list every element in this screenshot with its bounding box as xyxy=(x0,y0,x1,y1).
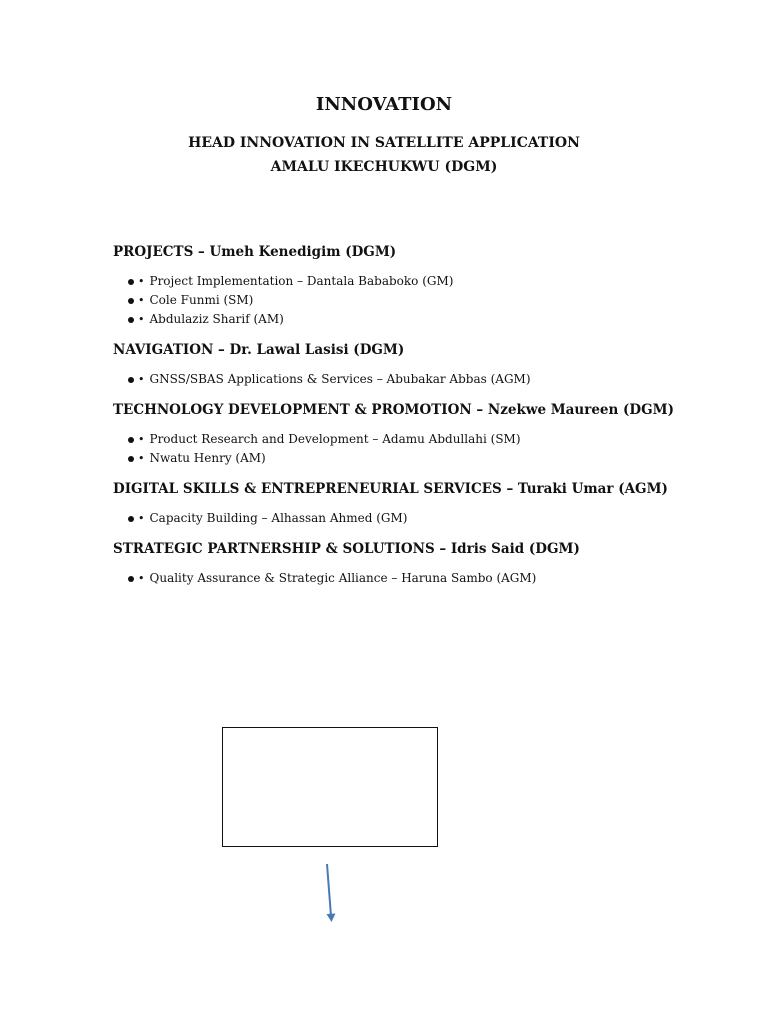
list-item xyxy=(128,291,733,310)
list-item-text: GNSS/SBAS Applications & Services – Abubakar Abbas (AGM) xyxy=(149,372,531,386)
bullet-dot-icon xyxy=(128,317,134,323)
item-list xyxy=(113,272,733,329)
subtitle-head-name: AMALU IKECHUKWU (DGM) xyxy=(270,159,498,175)
bullet-dot-icon xyxy=(128,516,134,522)
section-heading: STRATEGIC PARTNERSHIP & SOLUTIONS – Idris Said (DGM) xyxy=(113,541,580,557)
sub-bullet-icon: • xyxy=(138,512,145,525)
bullet-dot-icon xyxy=(128,576,134,582)
down-arrow-icon xyxy=(318,862,342,926)
section-digital-skills xyxy=(113,480,733,528)
section-technology-development xyxy=(113,401,733,468)
bullet-dot-icon xyxy=(128,456,134,462)
sub-bullet-icon: • xyxy=(138,313,145,326)
section-heading: TECHNOLOGY DEVELOPMENT & PROMOTION – Nzekwe Maureen (DGM) xyxy=(113,402,674,418)
section-strategic-partnership xyxy=(113,540,733,588)
section-heading: DIGITAL SKILLS & ENTREPRENEURIAL SERVICES – Turaki Umar (AGM) xyxy=(113,481,668,497)
section-projects xyxy=(113,243,733,329)
sub-bullet-icon: • xyxy=(138,572,145,585)
list-item xyxy=(128,569,733,588)
page-title: INNOVATION xyxy=(315,94,453,115)
subtitle-head-innovation: HEAD INNOVATION IN SATELLITE APPLICATION xyxy=(188,135,580,151)
item-list xyxy=(113,509,733,528)
list-item-text: Quality Assurance & Strategic Alliance – Haruna Sambo (AGM) xyxy=(149,571,537,585)
empty-org-box xyxy=(222,727,438,847)
list-item xyxy=(128,370,733,389)
sub-bullet-icon: • xyxy=(138,433,145,446)
list-item-text: Abdulaziz Sharif (AM) xyxy=(149,312,284,326)
list-item-text: Nwatu Henry (AM) xyxy=(149,451,266,465)
sub-bullet-icon: • xyxy=(138,275,145,288)
list-item xyxy=(128,509,733,528)
sub-bullet-icon: • xyxy=(138,452,145,465)
sections-list xyxy=(113,243,733,600)
sub-bullet-icon: • xyxy=(138,373,145,386)
list-item xyxy=(128,310,733,329)
sub-bullet-icon: • xyxy=(138,294,145,307)
section-heading: NAVIGATION – Dr. Lawal Lasisi (DGM) xyxy=(113,342,405,358)
section-heading: PROJECTS – Umeh Kenedigim (DGM) xyxy=(113,244,397,260)
list-item xyxy=(128,272,733,291)
bullet-dot-icon xyxy=(128,279,134,285)
list-item-text: Product Research and Development – Adamu Abdullahi (SM) xyxy=(149,432,521,446)
list-item xyxy=(128,449,733,468)
bullet-dot-icon xyxy=(128,437,134,443)
list-item-text: Cole Funmi (SM) xyxy=(149,293,254,307)
item-list xyxy=(113,569,733,588)
list-item-text: Project Implementation – Dantala Bababoko (GM) xyxy=(149,274,454,288)
item-list xyxy=(113,370,733,389)
list-item-text: Capacity Building – Alhassan Ahmed (GM) xyxy=(149,511,408,525)
item-list xyxy=(113,430,733,468)
bullet-dot-icon xyxy=(128,377,134,383)
section-navigation xyxy=(113,341,733,389)
bullet-dot-icon xyxy=(128,298,134,304)
list-item xyxy=(128,430,733,449)
